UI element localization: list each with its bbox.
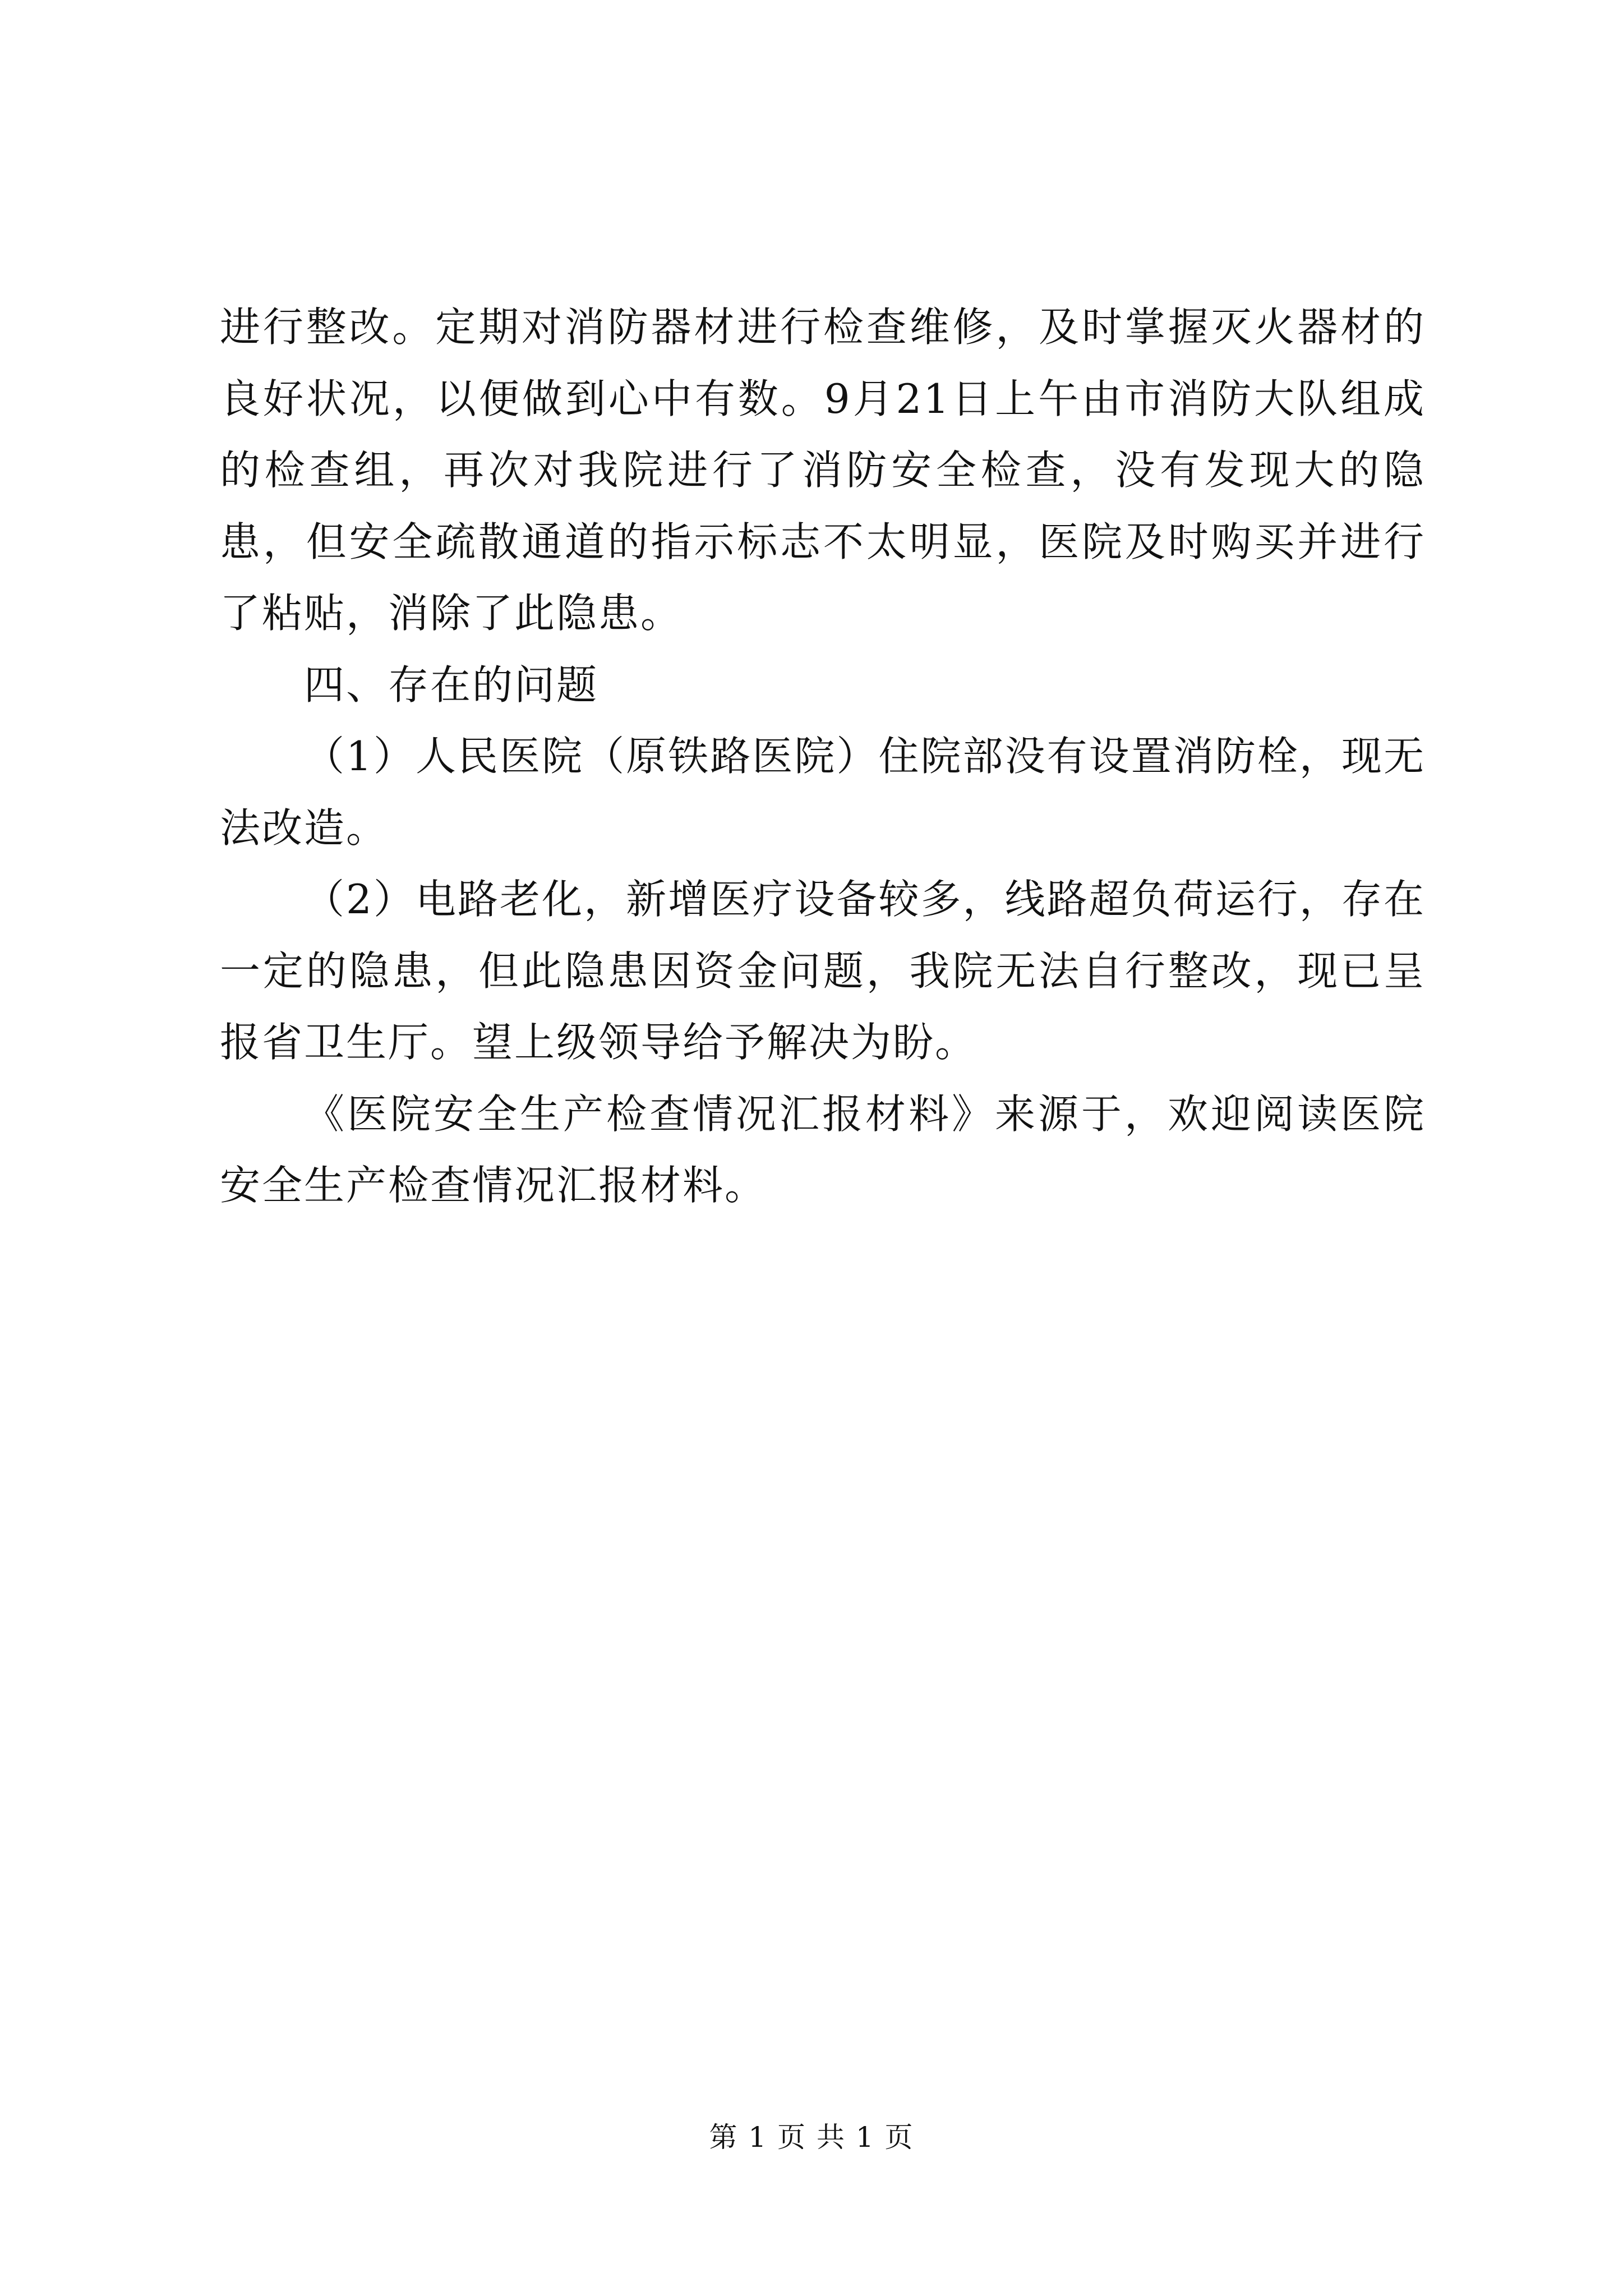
section-heading-problems: 四、存在的问题 [304, 661, 599, 708]
paragraph-problem-1: （1）人民医院（原铁路医院）住院部没有设置消防栓，现无法改造。 [220, 733, 1426, 852]
page-footer: 第 1 页 共 1 页 [709, 2121, 914, 2154]
paragraph-continuation: 进行整改。定期对消防器材进行检查维修，及时掌握灭火器材的良好状况，以便做到心中有数。9月21日上午由市消防大队组成的检查组，再次对我院进行了消防安全检查，没有发现大的隐患，但安全疏散通道的指示标志不太明显，医院及时购买并进行了粘贴，消除了此隐患。 [220, 303, 1426, 637]
paragraph-problem-2: （2）电路老化，新增医疗设备较多，线路超负荷运行，存在一定的隐患，但此隐患因资金问题，我院无法自行整改，现已呈报省卫生厅。望上级领导给予解决为盼。 [220, 876, 1426, 1066]
document-body [220, 292, 1426, 1222]
paragraph-source-note: 《医院安全生产检查情况汇报材料》来源于，欢迎阅读医院安全生产检查情况汇报材料。 [220, 1090, 1426, 1209]
